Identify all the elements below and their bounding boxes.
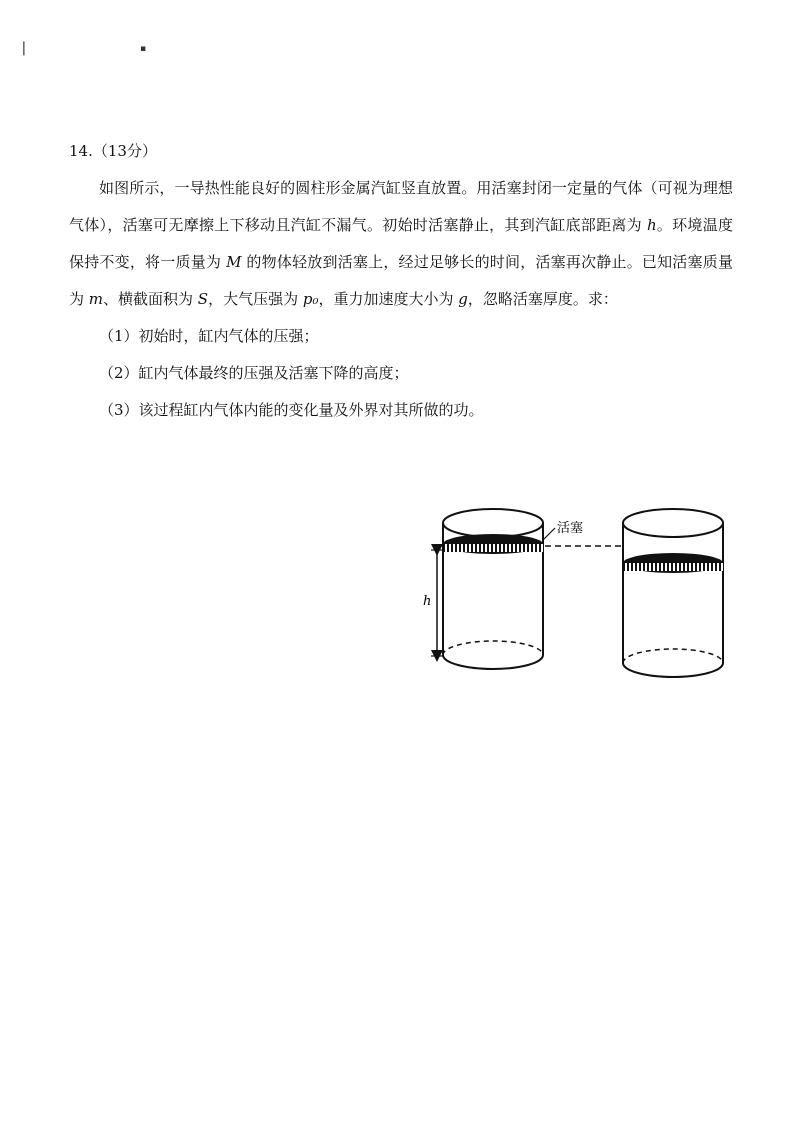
right-piston-edge [623, 563, 723, 571]
variable-7: S [197, 290, 209, 308]
body-text-12: ，忽略活塞厚度。求： [467, 290, 618, 308]
body-text-2: 。环境温度保持不变，将一质量为 [69, 216, 733, 271]
sub-question-1: （1）初始时，缸内气体的压强； [99, 327, 319, 345]
body-text-0: 如图所示，一导热性能良好的圆柱形金属汽缸竖直放置。用活塞封闭一定量的气体（可视为理想气体），活塞可无摩擦上下移动且汽缸不漏气。初始时活塞静止，其到汽缸底部距离为 [69, 179, 733, 234]
variable-5: m [88, 290, 104, 308]
body-text-10: ，重力加速度大小为 [318, 290, 459, 308]
left-piston-edge [443, 544, 543, 552]
sub-question-list [69, 318, 733, 429]
cylinder-diagram [415, 500, 775, 680]
variable-9: p₀ [302, 290, 319, 308]
sub-question-3: （3）该过程缸内气体内能的变化量及外界对其所做的功。 [99, 401, 484, 419]
body-text-6: 、横截面积为 [103, 290, 198, 308]
sub-question-2: （2）缸内气体最终的压强及活塞下降的高度； [99, 364, 409, 382]
height-label: h [423, 594, 432, 609]
scan-mark-small: ▪ [140, 44, 147, 54]
left-cylinder [443, 509, 543, 669]
variable-1: h [646, 216, 657, 234]
right-cylinder [623, 509, 723, 677]
body-text-4: 的物体轻放到活塞上，经过足够长的时间，活塞再次静止。已知活塞质量为 [69, 253, 733, 308]
cylinder-figure [415, 500, 775, 680]
variable-3: M [226, 253, 242, 271]
variable-11: g [458, 290, 468, 308]
question-14 [69, 138, 733, 429]
scan-mark-left: ❘ [18, 40, 30, 56]
question-body [69, 170, 733, 318]
body-text-8: ，大气压强为 [208, 290, 303, 308]
piston-label: 活塞 [557, 521, 584, 536]
question-number: 14.（13分） [69, 142, 157, 160]
